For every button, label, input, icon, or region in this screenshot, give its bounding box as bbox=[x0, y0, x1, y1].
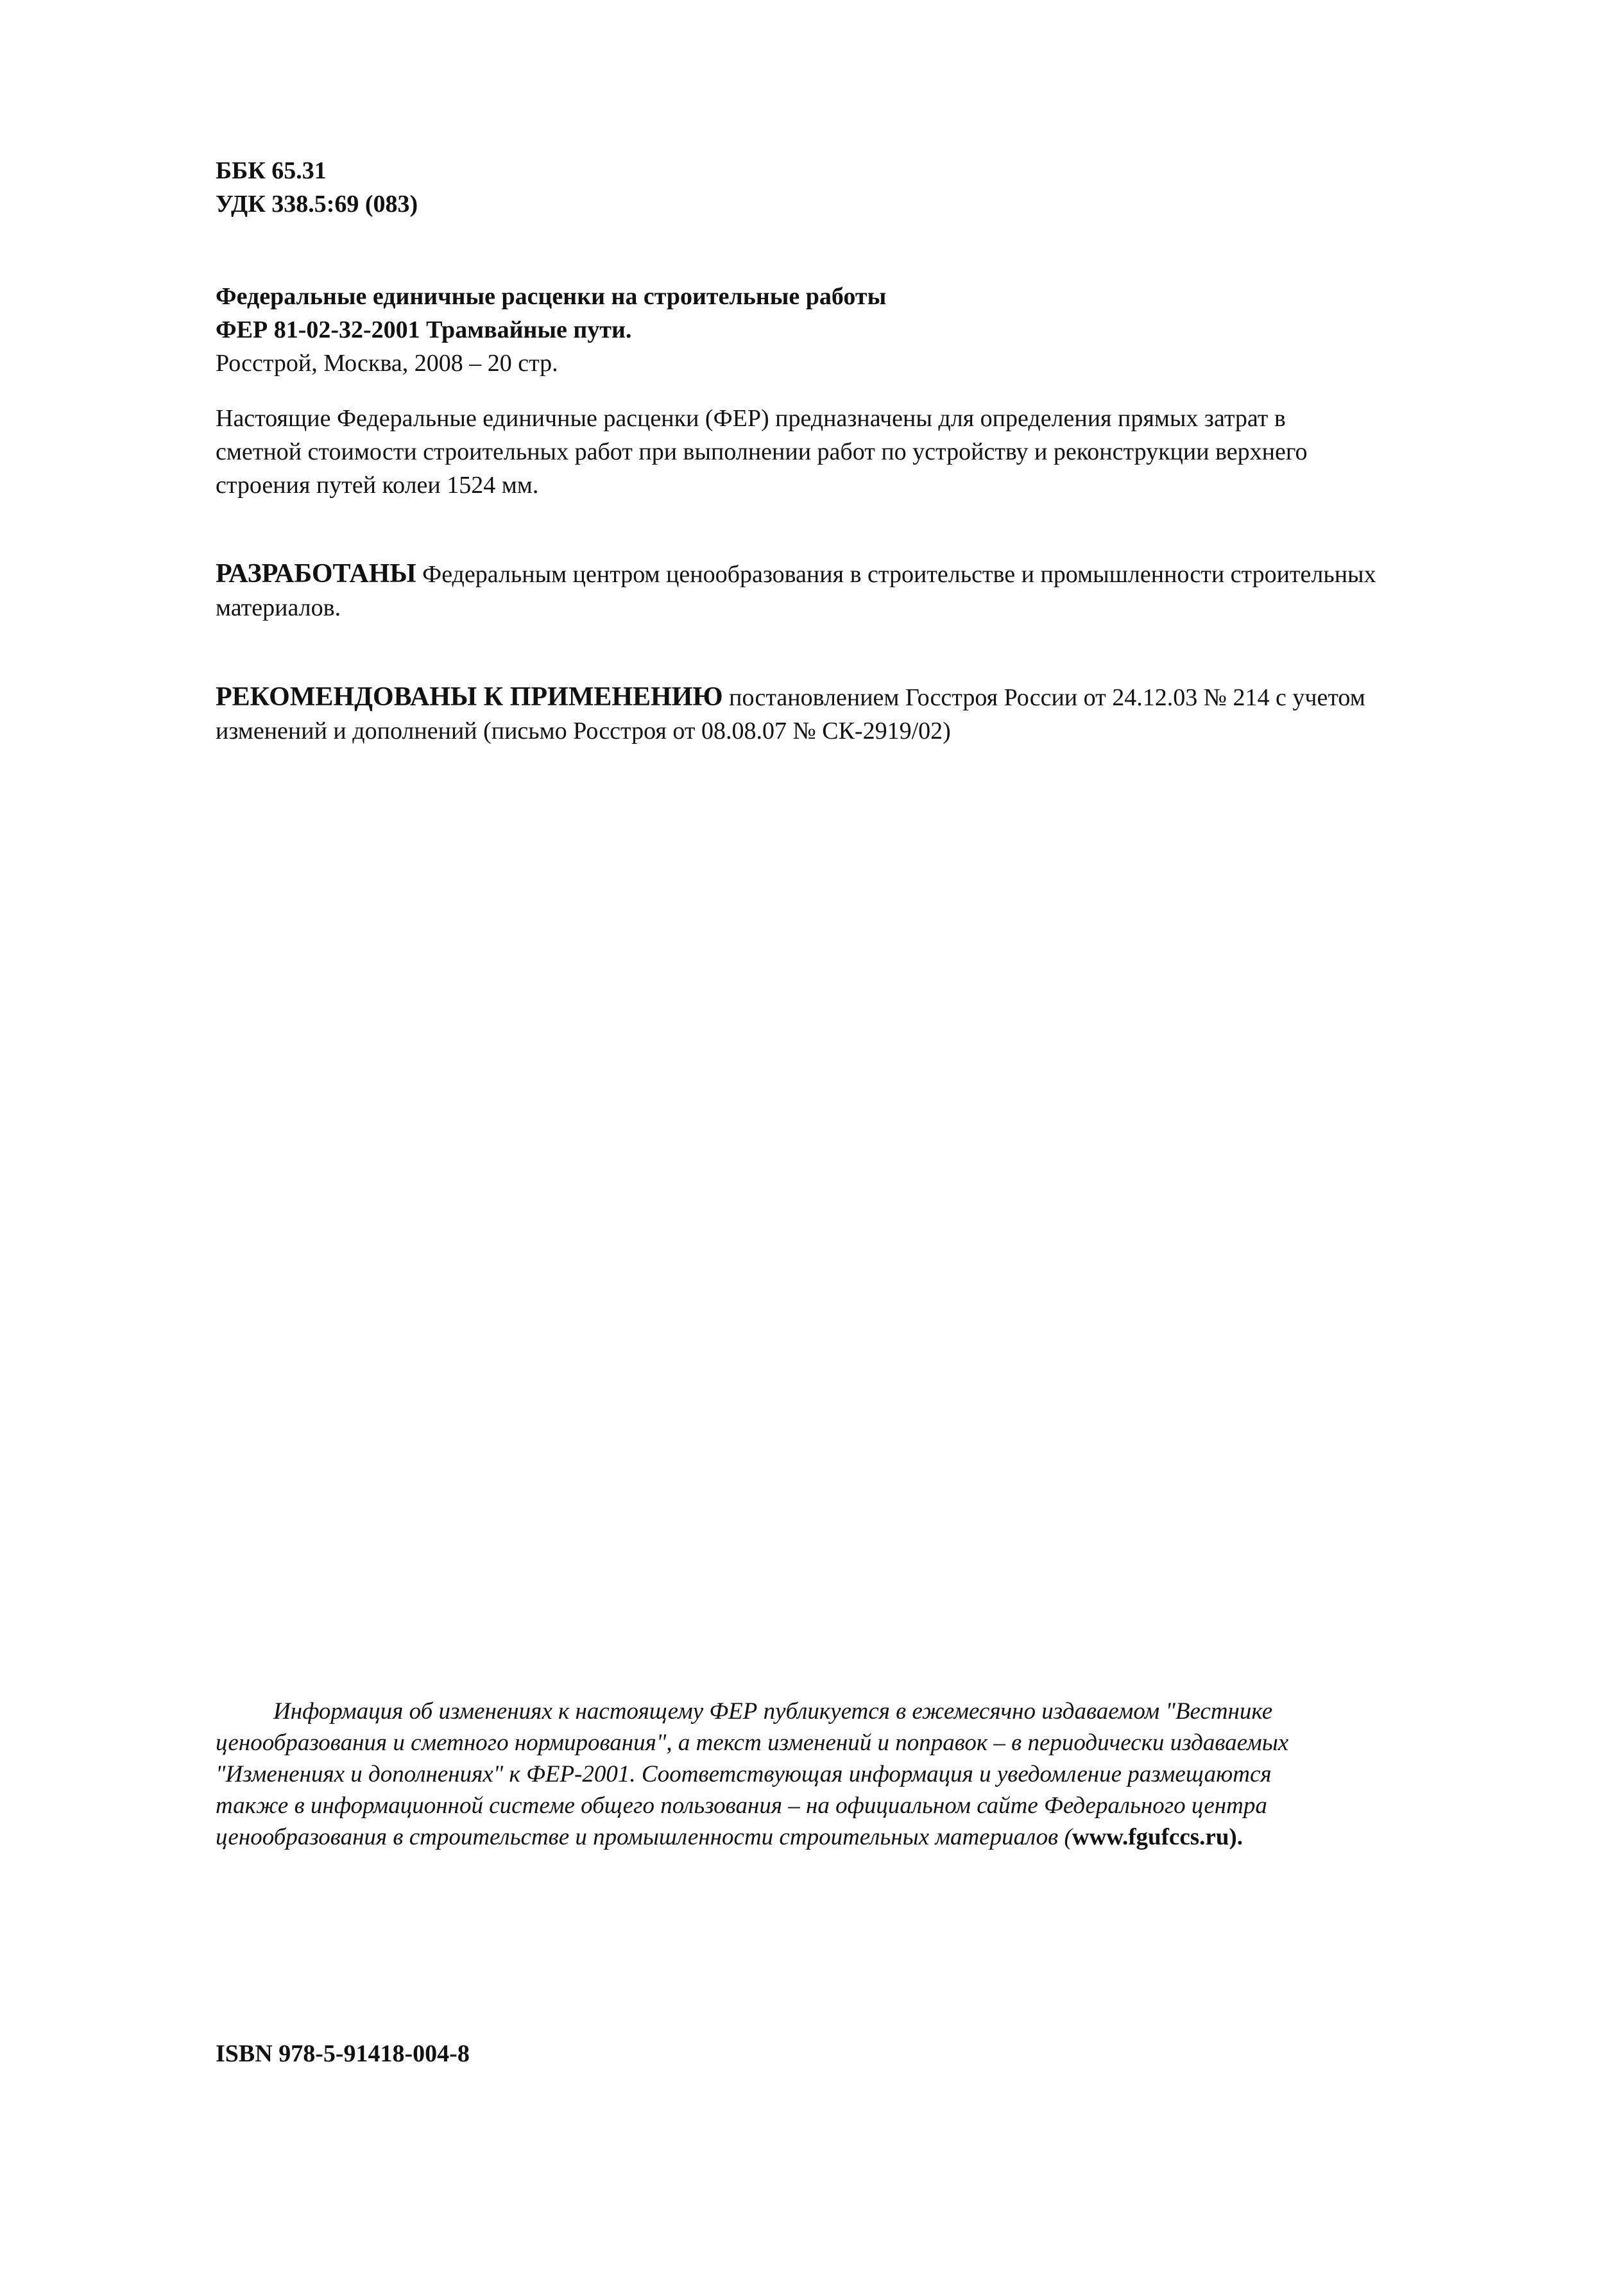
recommended-text-2: изменений и дополнений (письмо Росстроя от 08.08.07 № СК-2919/02) bbox=[216, 718, 951, 744]
info-line-1: Информация об изменениях к настоящему ФЕР публикуется в ежемесячно издаваемом "Вестнике bbox=[273, 1698, 1273, 1725]
publisher-info: Росстрой, Москва, 2008 – 20 стр. bbox=[216, 350, 558, 377]
info-line-5-end: ). bbox=[1229, 1824, 1243, 1850]
purpose-paragraph bbox=[216, 402, 1492, 502]
developed-paragraph bbox=[216, 557, 1492, 624]
website-link[interactable]: www.fgufccs.ru bbox=[1072, 1824, 1229, 1850]
isbn-number: ISBN 978-5-91418-004-8 bbox=[216, 2040, 470, 2067]
developed-text-1: Федеральным центром ценообразования в строительстве и промышленности строительных bbox=[416, 561, 1376, 588]
info-line-4: также в информационной системе общего пользования – на официальном сайте Федерального центра bbox=[216, 1793, 1267, 1819]
classification-codes bbox=[216, 154, 418, 221]
info-line-2: ценообразования и сметного нормирования", а текст изменений и поправок – в периодически издаваемых bbox=[216, 1730, 1289, 1756]
recommended-paragraph bbox=[216, 680, 1492, 748]
info-line-5: ценообразования в строительстве и промышленности строительных материалов ( bbox=[216, 1824, 1072, 1850]
developed-label: РАЗРАБОТАНЫ bbox=[216, 559, 416, 589]
purpose-line-3: строения путей колеи 1524 мм. bbox=[216, 472, 539, 499]
document-title-block bbox=[216, 280, 886, 380]
purpose-line-2: сметной стоимости строительных работ при выполнении работ по устройству и реконструкции верхнего bbox=[216, 438, 1308, 465]
info-line-3: "Изменениях и дополнениях" к ФЕР-2001. Соответствующая информация и уведомление размещаются bbox=[216, 1761, 1272, 1787]
document-code-title: ФЕР 81-02-32-2001 Трамвайные пути. bbox=[216, 316, 632, 343]
purpose-line-1: Настоящие Федеральные единичные расценки (ФЕР) предназначены для определения прямых затрат в bbox=[216, 405, 1286, 432]
recommended-text-1: постановлением Госстроя России от 24.12.03 № 214 с учетом bbox=[722, 684, 1365, 711]
developed-text-2: материалов. bbox=[216, 594, 341, 621]
document-title: Федеральные единичные расценки на строительные работы bbox=[216, 283, 887, 310]
bbk-code: ББК 65.31 bbox=[216, 157, 327, 184]
udk-code: УДК 338.5:69 (083) bbox=[216, 191, 418, 218]
info-note-paragraph bbox=[216, 1696, 1486, 1853]
recommended-label: РЕКОМЕНДОВАНЫ К ПРИМЕНЕНИЮ bbox=[216, 682, 723, 712]
